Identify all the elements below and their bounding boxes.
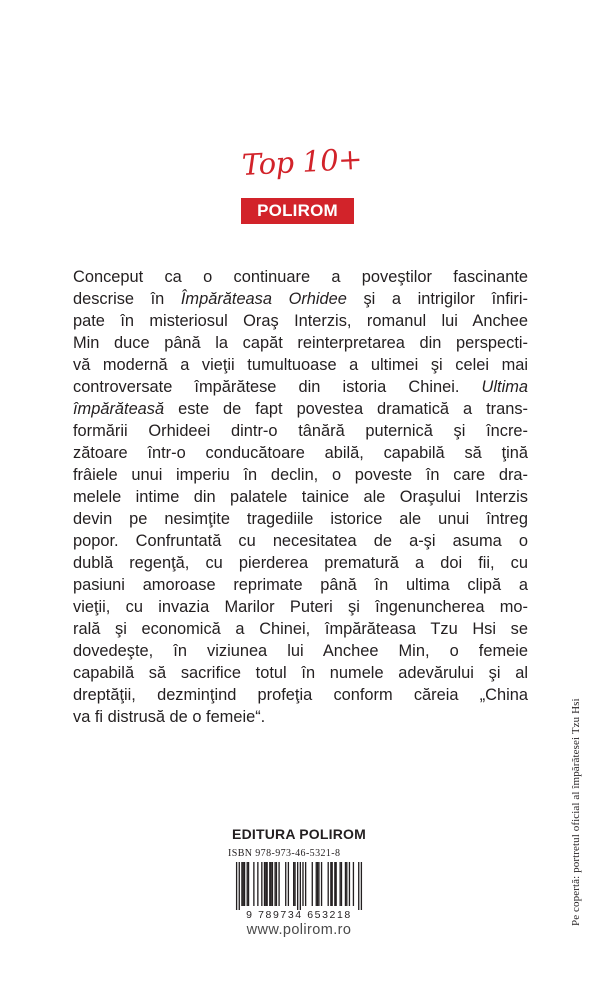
book-title-italic: împărăteasă [73,400,165,418]
barcode-bar [302,862,303,906]
barcode-bar [236,862,237,910]
barcode-bar [293,862,294,906]
barcode-icon [224,862,374,910]
barcode-bar [241,862,242,906]
barcode-bar [244,862,245,906]
publisher-website: www.polirom.ro [246,922,352,938]
barcode-bar [297,862,298,910]
barcode-bar [264,862,265,906]
description-line [73,354,528,376]
text-run: vă modernă a vieţii tumultuoase a ultimei şi celei mai [73,356,528,374]
barcode-bar [328,862,329,906]
barcode-bar [317,862,318,906]
description-line [73,640,528,662]
text-run: pate în misteriosul Oraş Interzis, romanul lui Anchee [73,312,528,330]
barcode-bar [353,862,354,906]
description-line [73,398,528,420]
text-run: şi a intrigilor înfiri- [346,290,528,308]
barcode-bar [294,862,295,906]
text-run: popor. Confruntată cu necesitatea de a-şi asuma o [73,532,528,550]
text-run: melele intime din palatele tainice ale Oraşului Interzis [73,488,528,506]
text-run: Conceput ca o continuare a poveştilor fascinante [73,268,528,286]
text-run: controversate împărătese din istoria Chinei. [73,378,482,396]
barcode-bar [321,862,322,906]
description-line [73,266,528,288]
description-line [73,288,528,310]
text-run: dovedeşte, în viziunea lui Anchee Min, o femeie [73,642,528,660]
barcode-bar [330,862,331,906]
barcode-bar [334,862,335,906]
description-line [73,596,528,618]
barcode-bar [270,862,271,906]
barcode-bar [278,862,279,906]
description-line [73,552,528,574]
series-logo: Top 10+ [241,141,363,182]
barcode-bar [265,862,266,906]
barcode-bar [257,862,258,906]
barcode-bar [346,862,347,906]
text-run: dreptăţii, dezminţind profeţia conform căreia „China [73,686,528,704]
barcode-bar [339,862,340,906]
barcode-bar [247,862,248,906]
text-run: zătoare într-o conducătoare abilă, capabilă să ţină [73,444,528,462]
barcode-bar [332,862,333,906]
book-title-italic: Ultima [481,378,528,396]
description-line [73,420,528,442]
barcode-bar [285,862,286,906]
barcode-bar [243,862,244,906]
barcode-bar [272,862,273,906]
text-run: rală şi economică a Chinei, împărăteasa Tzu Hsi se [73,620,528,638]
barcode-bar [349,862,350,906]
barcode-bar [274,862,275,906]
isbn-barcode-block [224,848,374,920]
text-run: capabilă să sacrifice totul în numele adevărului şi al [73,664,528,682]
text-run: dublă regenţă, cu pierderea prematură a doi fii, cu [73,554,528,572]
barcode-bar [253,862,254,906]
text-run: devin pe nesimţite tragediile istorice ale unui întreg [73,510,528,528]
description-line [73,530,528,552]
text-run: va fi distrusă de o femeie“. [73,708,266,726]
text-run: descrise în [73,290,181,308]
barcode-bar [261,862,262,906]
description-line [73,508,528,530]
publisher-badge: POLIROM [241,198,354,224]
barcode-bar [345,862,346,906]
text-run: frâiele unui imperiu în declin, o poveste în care dra- [73,466,528,484]
barcode-bar [276,862,277,906]
text-run: este de fapt povestea dramatică a trans- [164,400,528,418]
barcode-bar [341,862,342,906]
barcode-bar [312,862,313,906]
barcode-bar [248,862,249,906]
barcode-bar [361,862,362,910]
barcode-bar [300,862,301,910]
description-line [73,376,528,398]
barcode-bar [288,862,289,906]
description-line [73,662,528,684]
description-line [73,618,528,640]
text-run: formării Orhideei dintr-o tânără puternică şi încre- [73,422,528,440]
barcode-bar [318,862,319,906]
description-line [73,332,528,354]
barcode-bar [336,862,337,906]
description-line [73,464,528,486]
book-title-italic: Împărăteasa Orhidee [180,290,347,308]
text-run: pasiuni amoroase reprimate până în ultima clipă a [73,576,528,594]
description-line [73,310,528,332]
barcode-bar [239,862,240,910]
text-run: Min duce până la capăt reinterpretarea din perspecti- [73,334,528,352]
text-run: vieţii, cu invazia Marilor Puteri şi îngenuncherea mo- [73,598,528,616]
isbn-number: ISBN 978-973-46-5321-8 [228,848,341,859]
description-line [73,684,528,706]
barcode-bar [269,862,270,906]
description-line [73,706,528,728]
description-line [73,486,528,508]
barcode-bar [305,862,306,906]
description-line [73,574,528,596]
publisher-imprint: EDITURA POLIROM [232,826,366,842]
book-description [73,266,528,728]
barcode-bar [316,862,317,906]
description-line [73,442,528,464]
barcode-bar [266,862,267,906]
barcode-bar [358,862,359,910]
cover-image-credit: Pe copertă: portretul oficial al împărătesei Tzu Hsi [570,698,582,926]
barcode-digits: 9 789734 653218 [246,909,352,921]
